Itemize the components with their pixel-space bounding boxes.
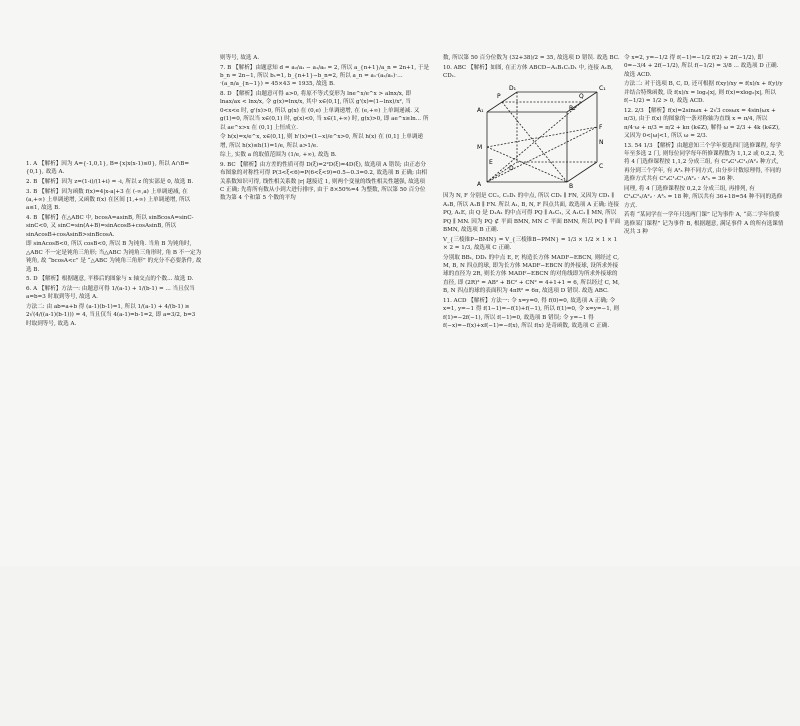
label-A1: A₁ [477, 107, 484, 115]
cube-figure [467, 82, 617, 190]
answer-8: 8. D 【解析】由题意可得 a>0, 将原不等式变形为 lne^x/e^x > alnx/x, 即 lnax/ax < lnx/x, 令 g(x)=lnx/x, 其中 x∈(0,1], 所以 g'(x)=(1−lnx)/x², 当 0<x<e 时, g'(x)>0, 所以 g(x) 在 (0,e) 上单调递增, 在 (e,+∞) 上单调递减. 又 g(1)=0, 所以当 x∈(0,1) 时, g(x)<0, 当 x∈(1,+∞) 时, g(x)>0, 即 ae^x≥ln... 所以 ae^x>x 在 (0,1] 上恒成立. [220, 91, 429, 131]
answer-11: 11. ACD 【解析】方法一: 令 x=y=0, 得 f(0)=0, 故选项 A 正确; 令 x=1, y=−1 得 f(1−1)=−f(1)+f(−1), 所以 f(1)=0, 令 x=y=−1, 则 f(1)=−2f(−1), 所以 f(−1)=0, 故选项 B 错误; 令 y=−1 得 f(−x)=−f(x)+xf(−1)=−f(x), 所以 f(x) 是奇函数, 故选项 C 正确. [443, 297, 619, 330]
label-D1: D₁ [509, 85, 517, 93]
answer-4-cont: 即 sinAcosB<0, 所以 cosB<0, 所以 B 为钝角. 当角 B 为钝角时, △ABC 不一定是钝角三角形; 当△ABC 为钝角三角形时, 角 B 不一定为钝角, 故 “bcosA<c” 是 “△ABC 为钝角三角形” 的充分不必要条件, 故选 B. [26, 241, 202, 273]
column-3 [443, 54, 623, 620]
label-E: E [489, 159, 493, 167]
label-Q: Q [579, 93, 584, 101]
label-M: M [477, 144, 483, 152]
answer-12: 12. 2/3 【解析】f(x)=2sinωx + 2√3 cosωx = 4sin(ωx + π/3), 由于 f(x) 的图象的一条对称轴为直线 x = π/4, 所以 π/4·ω + π/3 = π/2 + kπ (k∈Z), 解得 ω = 2/3 + 4k (k∈Z), 又因为 0<|ω|<1, 所以 ω = 2/3. [624, 107, 780, 140]
answer-13-cont: 同理, 将 4 门选修课程按 0,2,2 分成三组, 再排列, 有 C²₄C²₂/A²₂ · A³₃ = 18 种, 所以共有 36+18=54 种不同的选修方式. [624, 185, 783, 209]
label-D: D [509, 165, 514, 173]
label-C1: C₁ [599, 85, 606, 93]
label-P: P [497, 93, 501, 101]
answer-6-end: 则等号, 故选 A. [220, 55, 260, 61]
answer-6: 6. A 【解析】方法一: 由题意可得 1/(a-1) + 1/(b-1) = ... 当且仅当 a=b=3 时取到等号, 故选 A. [26, 285, 195, 301]
label-C: C [599, 163, 604, 171]
answer-2: 2. B 【解析】因为 z=(1-i)/(1+i) = -i, 所以 z 的实部是 0, 故选 B. [26, 179, 194, 185]
answer-6-method2: 方法二: 由 ab=a+b 得 (a-1)(b-1)=1, 所以 1/(a-1) + 4/(b-1) ≥ 2√(4/((a-1)(b-1))) = 4, 当且仅当 4(a-1)=b-1=2, 即 a=3/2, b=3 时取到等号, 故选 A. [26, 303, 196, 327]
column-4 [624, 54, 784, 620]
answer-9: 9. BC 【解析】由方差的性质可得 D(ξ)=2²D(ξ)=4D(ξ), 故选项 A 错误; 由正态分布图象的对称性可得 P(3<ξ<6)=P(6<ξ<9)=0.5−0.3=0.2, 故选项 B 正确; 由相关系数知识可得, 线性相关系数 |r| 越接近 1, 则两个变量的线性相关性越强, 故选项 C 正确; 先将所有数从小到大进行排序, 由于 8×50%=4 为整数, 所以第 50 百分位数为第 4 个和第 5 个数的平均 [220, 161, 428, 202]
answer-11-method2: 方法二: 对于选项 B, C, D, 还可根据 f(xy)/xy = f(x)/x + f(y)/y 并结合特殊函数, 设 f(x)/x = log₂|x|, 则 f(x)=xlog₂|x|, 所以 f(−1/2) = 1/2 > 0, 故选 ACD. [624, 81, 783, 105]
answer-9-end: 数, 所以第 50 百分位数为 (32+38)/2 = 35, 故选项 D 错误. 故选 BC. [443, 55, 620, 61]
column-1 [26, 160, 202, 726]
answer-5: 5. D 【解析】根据题意, 平移后的图象与 x 轴交点的个数... 故选 D. [26, 276, 194, 283]
answer-10-sphere: 分别取 BB₁, DD₁ 的中点 E, F, 构造长方体 MADF−EBCN, 则经过 C, M, B, N 四点的球, 即为长方体 MADF−EBCN 的外接球, 设所求外接球的直径为 2R, 则长方体 MADF−EBCN 的对角线即为所求外接球的直径, 即 (2R)² = AB² + BC² + CN² = 4+1+1 = 6, 所以经过 C, M, B, N 四点的球的表面积为 4πR² = 6π, 故选项 D 错误. 故选 ABC. [443, 254, 620, 295]
column-2 [220, 54, 430, 620]
answer-7: 7. B 【解析】由题意知 d = a₂/a₁ − a₁/a₀ = 2, 所以 a_{n+1}/a_n = 2n+1, 于是 b_n = 2n−1, 所以 b₁=1, b_{n+1}−b_n=2, 所以 a_n = a₁·(a₂/a₁)·…·(a_n/a_{n−1}) = 45×43 = 1935, 故选 B. [220, 64, 430, 88]
label-A: A [477, 181, 482, 189]
answer-4: 4. B 【解析】在△ABC 中, bcosA=asinB, 所以 sinBcosA=sinC-sinC<0, 又 sinC=sin(A+B)=sinAcosB+cosAsinB, 所以 sinAcosB+cosAsinB>sinBcosA. [26, 215, 194, 238]
answer-8-conclusion: 综上, 实数 a 的取值范围为 (1/e, +∞), 故选 B. [220, 152, 337, 159]
label-B: B [569, 183, 574, 191]
answer-3: 3. B 【解析】因为函数 f(x)=4|x-a|+3 在 (-∞,a) 上单调递减, 在 (a,+∞) 上单调递增, 又函数 f(x) 在区间 [1,+∞) 上单调递增, 所以 a≤1, 故选 B. [26, 188, 191, 212]
label-B1: B₁ [569, 105, 576, 113]
label-F: F [599, 124, 603, 132]
answer-10-volume: V_{三棱锥P−BMN} = V_{三棱锥B−PMN} = 1/3 × 1/2 × 1 × 1 × 2 = 1/3, 故选项 C 正确. [443, 236, 618, 252]
answer-1: 1. A 【解析】因为 A={-1,0,1}, B={x|x(x-1)≤0}, 所以 A∩B={0,1}, 故选 A. [26, 161, 190, 176]
answer-8-cont: 令 h(x)=x/e^x, x∈(0,1], 则 h'(x)=(1−x)/e^x>0, 所以 h(x) 在 (0,1] 上单调递增, 所以 h(x)≤h(1)=1/e, 所以 a>1/e. [220, 134, 424, 149]
answer-10: 10. ABC 【解析】如图, 在正方体 ABCD−A₁B₁C₁D₁ 中, 连接 A₁B, CD₁. [443, 64, 613, 79]
label-N: N [599, 139, 604, 147]
answer-13: 13. 54 1/3 【解析】由题意知三个学年要选四门选修课程, 每学年至多选 2 门, 则每位同学每年所修课程数为 1,1,2 或 0,2,2, 先将 4 门选修课程按 1,1,2 分成三组, 有 C²₄C¹₂C¹₁/A²₂ 种方式, 再分到三个学年, 有 A³₃ 种不同方式, 由分步计数原理得, 不同的选修方式共有 C²₄C¹₂C¹₁/A²₂ · A³₃ = 36 种. [624, 142, 784, 183]
answer-10-cont: 因为 N, F 分别是 CC₁, C₁D₁ 的中点, 所以 CD₁ ∥ FN, 又因为 CD₁ ∥ A₁B, 所以 A₁B ∥ FN. 所以 A₁, B, N, F 四点共面, 故选项 A 正确; 连接 PQ, A₁E, 由 Q 是 D₁A₁ 的中点可得 PQ ∥ A₁C₁, 又 A₁C₁ ∥ MN, 所以 PQ ∥ MN. 因为 PQ ⊄ 平面 BMN, MN ⊂ 平面 BMN, 所以 PQ ∥ 平面 BMN, 故选项 B 正确. [443, 193, 621, 234]
answer-11-cont: 令 x=2, y=−1/2 得 f(−1)=−1/2 f(2) + 2f(−1/2), 即 0=−3/4 + 2f(−1/2), 所以 f(−1/2) = 3/8 ... 故选项 D 正确. 故选 ACD. [624, 55, 779, 78]
answer-13-event: 若将 “某同学在一学年只选两门课” 记为事件 A, “高二学年恰要选修某门课程” 记为事件 B, 根据题意, 满足事件 A 的所有选课情况共 3 种 [624, 212, 784, 236]
